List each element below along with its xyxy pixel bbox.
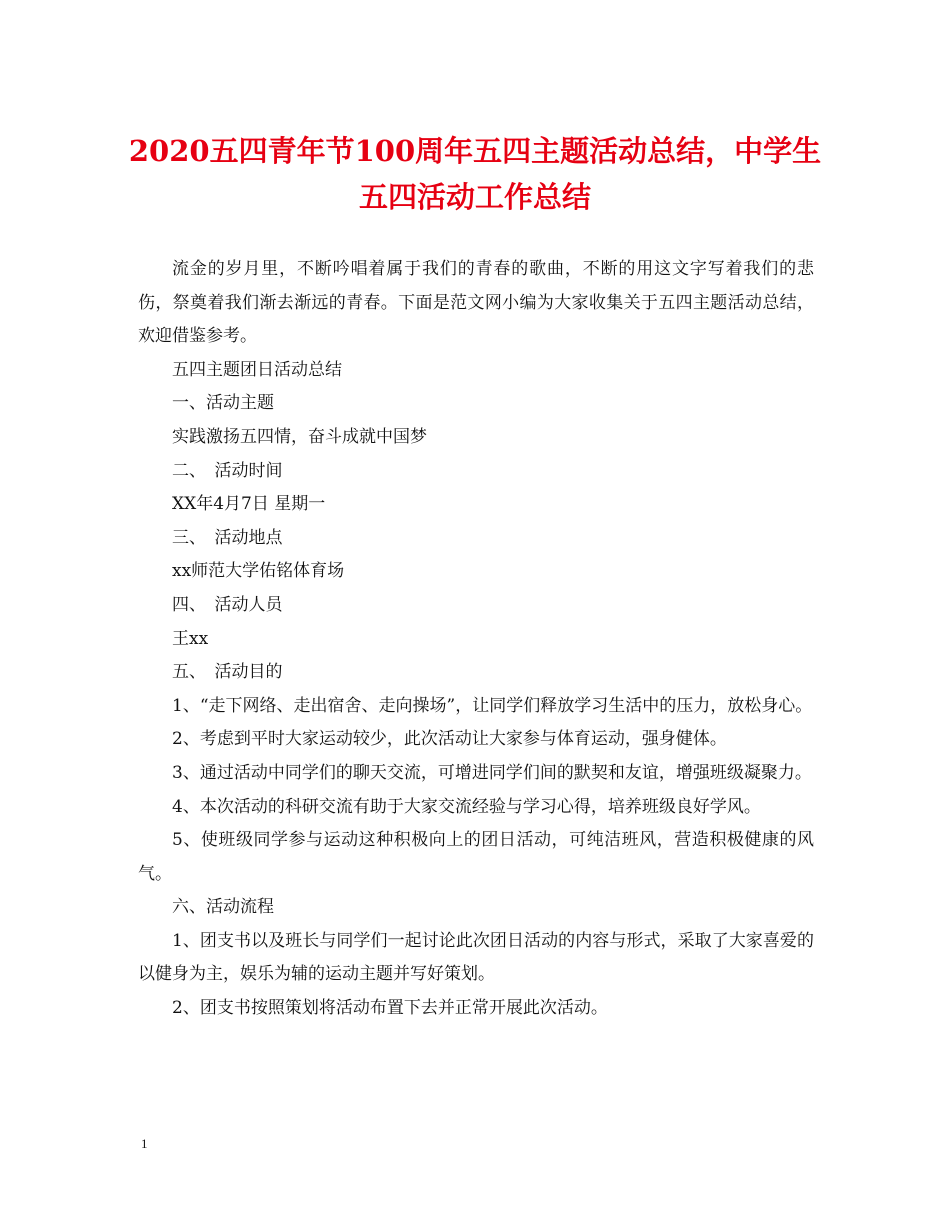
paragraph: xx师范大学佑铭体育场 <box>172 561 345 582</box>
paragraph: 3、通过活动中同学们的聊天交流，可增进同学们间的默契和友谊，增强班级凝聚力。 <box>172 762 812 783</box>
paragraph: 1、“走下网络、走出宿舍、走向操场”，让同学们释放学习生活中的压力，放松身心。 <box>172 695 813 716</box>
paragraph: 王xx <box>172 628 209 649</box>
paragraph: 实践激扬五四情，奋斗成就中国梦 <box>172 426 427 447</box>
page-number: 1 <box>141 1136 148 1151</box>
paragraph: 5、使班级同学参与运动这种积极向上的团日活动，可纯洁班风，营造积极健康的风气。 <box>138 830 814 884</box>
document-title <box>100 128 850 220</box>
paragraph: 2、团支书按照策划将活动布置下去并正常开展此次活动。 <box>172 998 608 1019</box>
paragraph-heading: 五四主题团日活动总结 <box>172 359 342 380</box>
paragraph: 1、团支书以及班长与同学们一起讨论此次团日活动的内容与形式，采取了大家喜爱的以健身为主，娱乐为辅的运动主题并写好策划。 <box>138 930 814 985</box>
paragraph-section-process: 六、活动流程 <box>172 897 274 918</box>
paragraph-section-people: 四、 活动人员 <box>172 594 283 615</box>
paragraph-section-theme: 一、活动主题 <box>172 393 274 414</box>
paragraph: XX年4月7日 星期一 <box>172 494 326 515</box>
title-line-2: 五四活动工作总结 <box>358 180 591 214</box>
paragraph-section-place: 三、 活动地点 <box>172 527 283 548</box>
document-body <box>138 253 814 1026</box>
paragraph-section-purpose: 五、 活动目的 <box>172 662 283 683</box>
paragraph-intro: 流金的岁月里，不断吟唱着属于我们的青春的歌曲，不断的用这文字写着我们的悲伤，祭奠着我们渐去渐远的青春。下面是范文网小编为大家收集关于五四主题活动总结，欢迎借鉴参考。 <box>138 259 814 347</box>
paragraph: 4、本次活动的科研交流有助于大家交流经验与学习心得，培养班级良好学风。 <box>172 796 761 817</box>
title-line-1: 2020五四青年节100周年五四主题活动总结，中学生 <box>128 134 822 168</box>
paragraph-section-time: 二、 活动时间 <box>172 460 283 481</box>
paragraph: 2、考虑到平时大家运动较少，此次活动让大家参与体育运动，强身健体。 <box>172 729 727 750</box>
